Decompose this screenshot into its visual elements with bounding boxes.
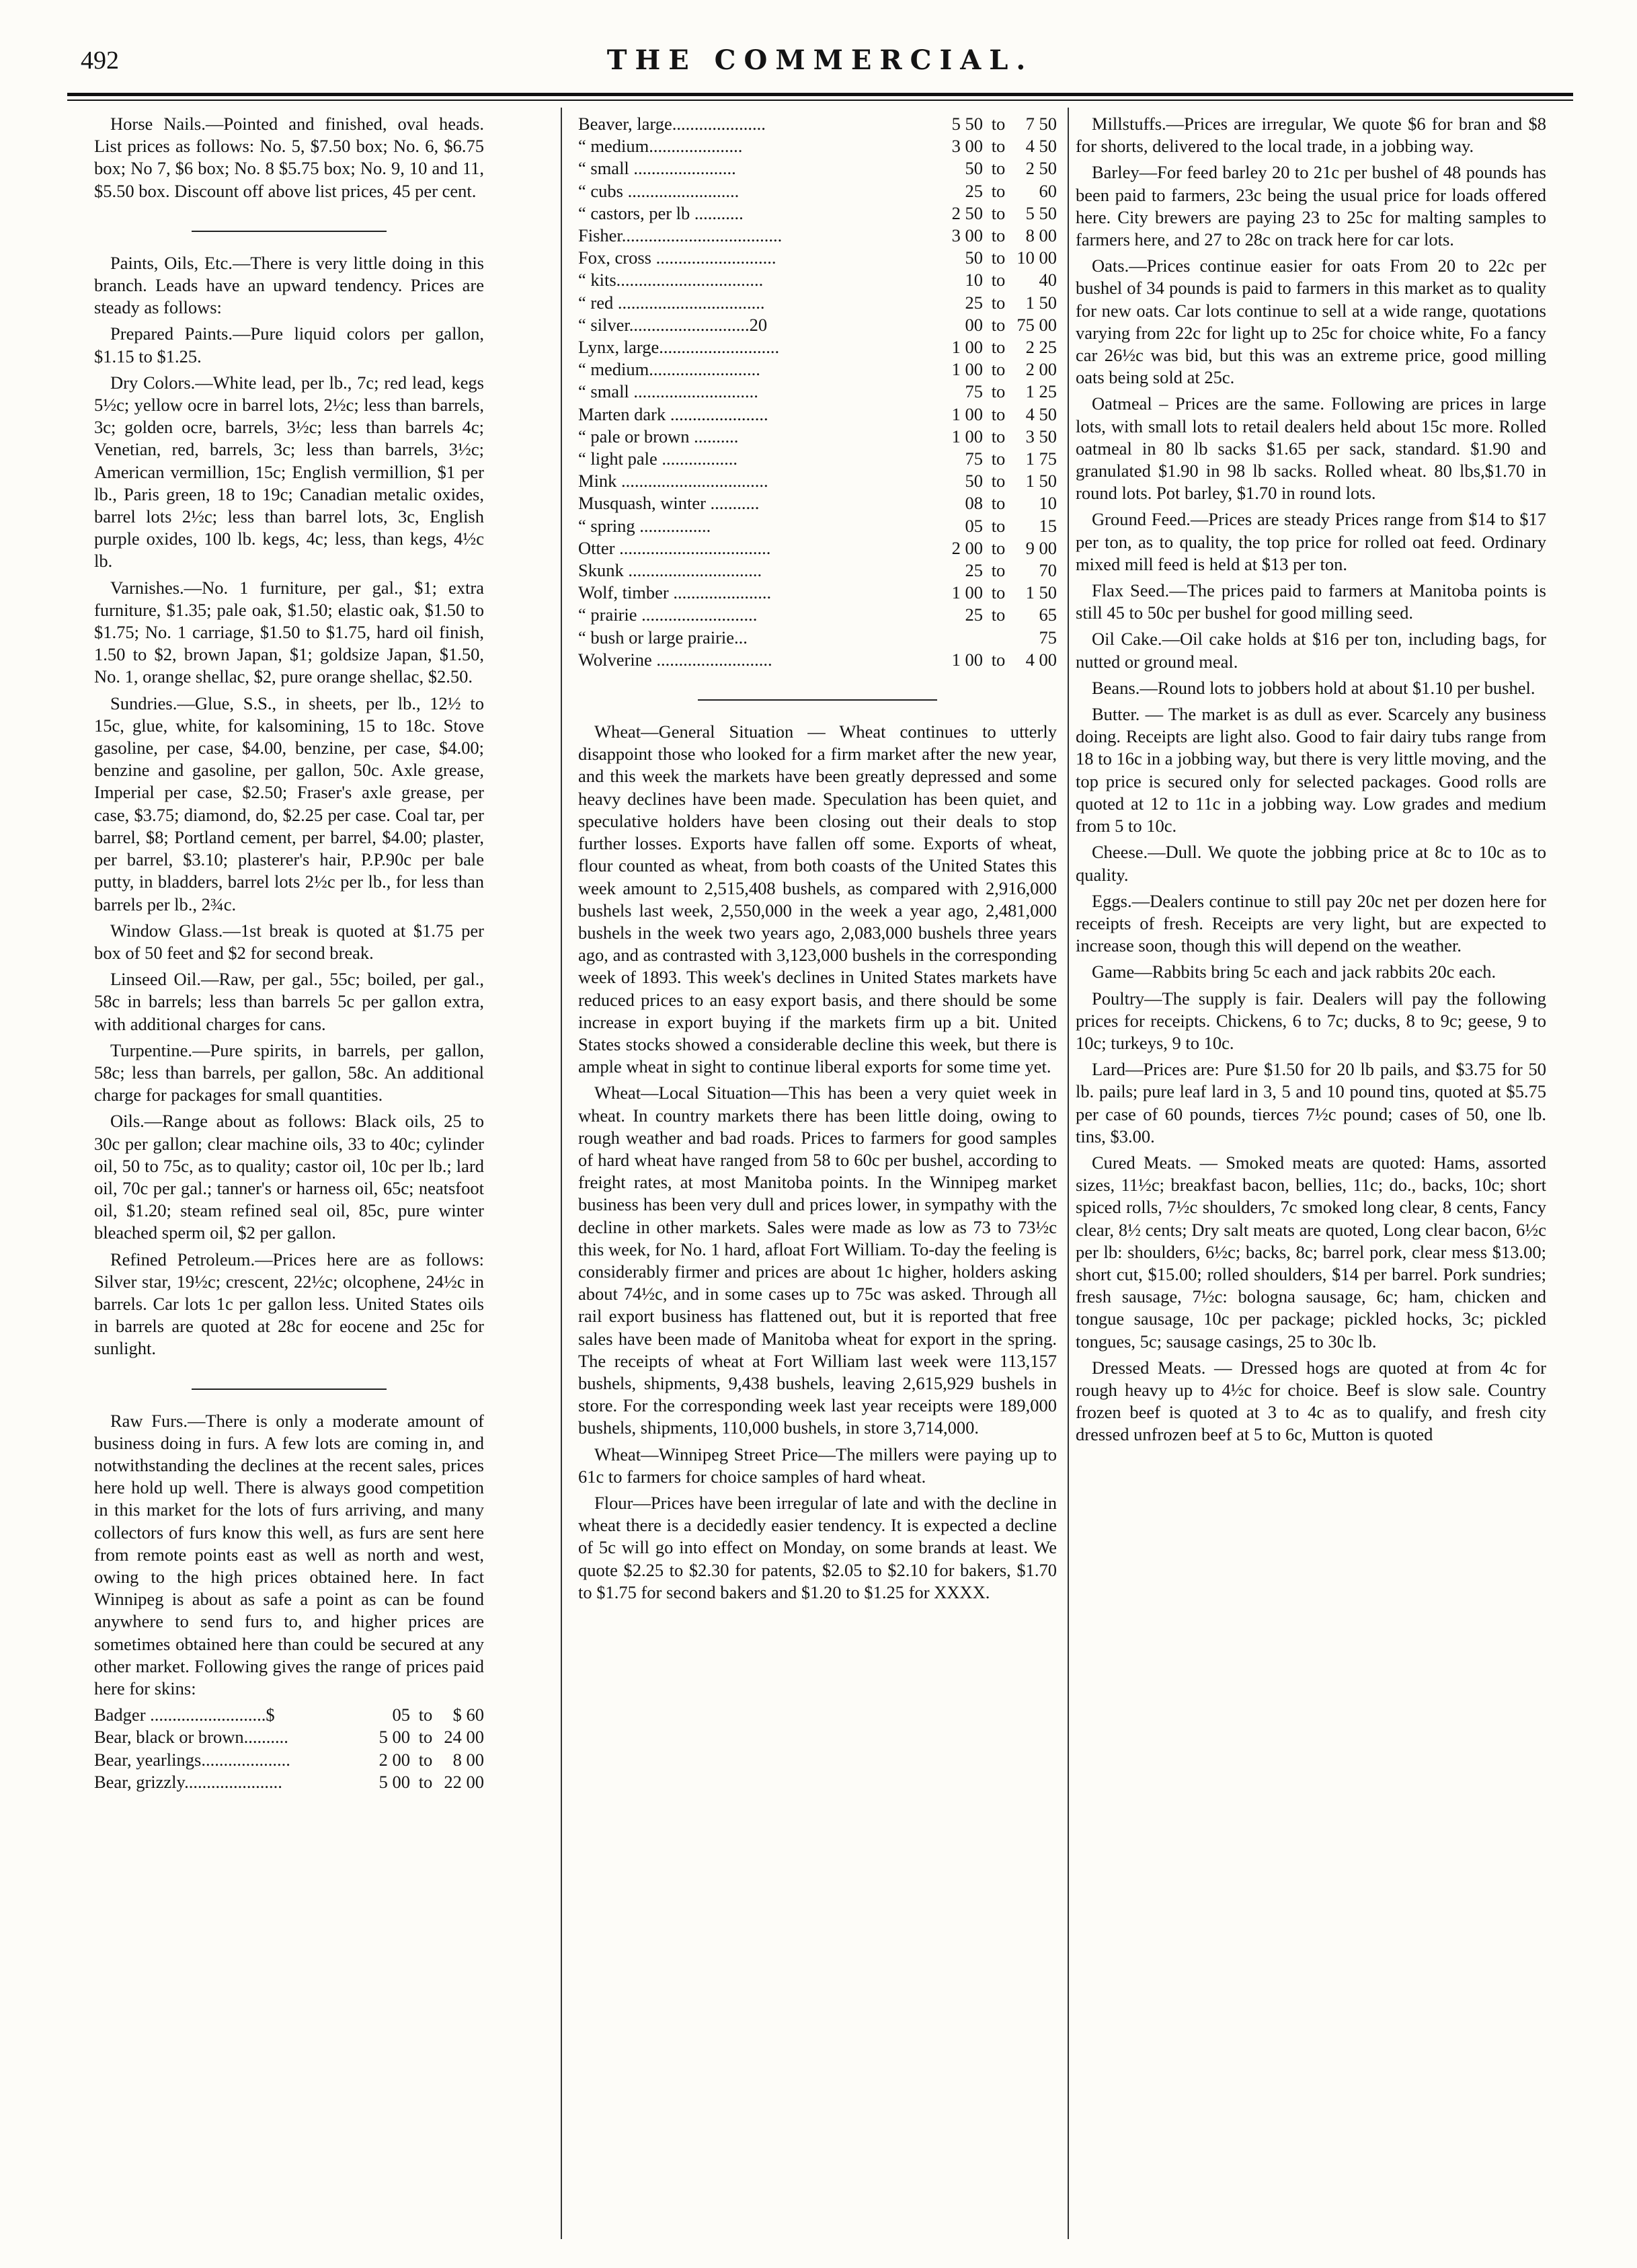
fur-name: Fisher.................................... (578, 225, 783, 246)
fur-name: Marten dark ...................... (578, 403, 768, 424)
fur-name: Fox, cross ........................... (578, 247, 776, 268)
fur-name: “ light pale ................. (578, 448, 737, 469)
fur-low: 25 (965, 292, 983, 313)
column-3 (1076, 113, 1546, 2231)
fur-to: to (991, 180, 1006, 201)
fur-to: to (991, 270, 1006, 290)
fur-to: to (991, 426, 1006, 446)
fur-name: “ castors, per lb ........... (578, 202, 744, 223)
fur-name: “ prairie .......................... (578, 604, 758, 625)
fur-high: 1 75 (1025, 448, 1057, 469)
column-divider (561, 108, 562, 2239)
fur-to: to (418, 1705, 433, 1725)
paragraph-dry-colors: Dry Colors.—White lead, per lb., 7c; red lead, kegs 5½c; yellow ocre in barrel lots, 2½c; less than barrels, 3c; golden ocre, barrels, 3½c; less than barrels 4c; Venetian, red, barrels, 3c; less than barrels, 3½c; American vermillion, 15c; English vermillion, $1 per lb., Paris green, 18 to 19c; Canadian metalic oxides, barrel lots 2½c; less than barrel lots, 3c, English purple oxides, 100 lb. kegs, 4c; less, than kegs, 4½c lb. (94, 372, 484, 572)
fur-high: 2 25 (1025, 337, 1057, 358)
fur-name: Badger ..........................$ (94, 1705, 275, 1725)
header-rule-thick (67, 93, 1573, 96)
paragraph-cured-meats: Cured Meats. — Smoked meats are quoted: Hams, assorted sizes, 11½c; breakfast bacon, bellies, 11c; do., backs, 10c; short spiced rolls, 7½c shoulders, 7c smoked long clear, 8 cents, Fancy clear, 8½ cents; Dry salt meats are quoted, Long clear bacon, 6½c per lb: shoulders, 6½c; backs, 8c; barrel pork, clear mess $13.00; short cut, $15.00; rolled shoulders, $14 per barrel. Pork sundries; fresh sausage, 7½c: bologna sausage, 6c; ham, chicken and tongue sausage, 10c per package; pickled hocks, 3c; pickled tongues, 5c; sausage casings, 25 to 30c lb. (1076, 1152, 1546, 1352)
fur-high: 75 00 (1016, 314, 1057, 335)
fur-name: Otter .................................. (578, 537, 771, 558)
fur-low: 1 00 (951, 337, 983, 358)
paragraph-oil-cake: Oil Cake.—Oil cake holds at $16 per ton, including bags, for nutted or ground meal. (1076, 629, 1546, 672)
fur-low: 3 00 (951, 225, 983, 246)
paragraph-sundries: Sundries.—Glue, S.S., in sheets, per lb., 12½ to 15c, glue, white, for kalsomining, 15 to 18c. Stove gasoline, per case, $4.00, benzine, per case, $4.00; benzine and gasoline, per gallon, 50c. Axle grease, Imperial per case, $2.50; Fraser's axle grease, per case, $3.75; diamond, do, $2.25 per case. Coal tar, per barrel, $8; Portland cement, per barrel, $4.00; plaster, per barrel, $3.10; plasterer's hair, P.P.90c per bale putty, in bladders, barrel lots 2½c per lb., for less than barrels per lb., 2¾c. (94, 693, 484, 914)
masthead-title: THE COMMERCIAL. (606, 44, 1034, 76)
fur-low: 05 (965, 515, 983, 536)
fur-high: 2 50 (1025, 158, 1057, 179)
fur-to: to (991, 337, 1006, 358)
paragraph-butter: Butter. — The market is as dull as ever. Scarcely any business doing. Receipts are light also. Good to fair dairy tubs range from 18 to 16c in a jobbing way, but there is very little moving, and the top price is secured only for selected packages. Good rolls are quoted at 12 to 11c in a jobbing way. Low grades and medium from 5 to 10c. (1076, 704, 1546, 836)
fur-low: 50 (965, 158, 983, 179)
fur-low: 10 (965, 270, 983, 290)
fur-name: Beaver, large..................... (578, 114, 766, 134)
fur-low: 25 (965, 560, 983, 581)
fur-high: 2 00 (1025, 359, 1057, 380)
fur-low: 5 00 (378, 1771, 410, 1792)
paragraph-flax-seed: Flax Seed.—The prices paid to farmers at Manitoba points is still 45 to 50c per bushel for good milling seed. (1076, 580, 1546, 623)
fur-name: Wolf, timber ...................... (578, 582, 772, 603)
fur-high: 1 50 (1025, 292, 1057, 313)
fur-high: 8 00 (452, 1749, 484, 1770)
fur-high: 3 50 (1025, 426, 1057, 446)
fur-to (987, 627, 1010, 649)
fur-high: 1 50 (1025, 582, 1057, 603)
fur-name: “ spring ................ (578, 515, 711, 536)
fur-high: 10 (1039, 493, 1057, 514)
fur-to: to (991, 136, 1006, 157)
fur-to: to (991, 225, 1006, 246)
section-separator (192, 231, 387, 232)
paragraph-window-glass: Window Glass.—1st break is quoted at $1.75 per box of 50 feet and $2 for second break. (94, 920, 484, 963)
fur-high: 40 (1039, 270, 1057, 290)
fur-name: “ small ............................ (578, 381, 758, 402)
fur-name: Wolverine .......................... (578, 649, 772, 670)
fur-low: 08 (965, 493, 983, 514)
section-separator (698, 699, 937, 701)
fur-to: to (418, 1727, 433, 1748)
paragraph-paints-oils: Paints, Oils, Etc.—There is very little doing in this branch. Leads have an upward tendency. Prices are steady as follows: (94, 252, 484, 318)
fur-name: Bear, black or brown.......... (94, 1727, 288, 1748)
fur-low: 1 00 (951, 403, 983, 424)
fur-high: 7 50 (1025, 114, 1057, 134)
paragraph-cheese: Cheese.—Dull. We quote the jobbing price at 8c to 10c as to quality. (1076, 842, 1546, 885)
paragraph-lard: Lard—Prices are: Pure $1.50 for 20 lb pails, and $3.75 for 50 lb. pails; pure leaf lard in 3, 5 and 10 pound tins, quoted at $5.75 per case of 60 pounds, tierces 7½c pound; cases of 50, one lb. tins, $3.00. (1076, 1059, 1546, 1146)
paragraph-ground-feed: Ground Feed.—Prices are steady Prices range from $14 to $17 per ton, as to quality, the top price for rolled oat feed. Ordinary mixed mill feed is held at $13 per ton. (1076, 509, 1546, 574)
fur-low: 50 (965, 471, 983, 492)
fur-high: 15 (1039, 515, 1057, 536)
fur-to: to (991, 114, 1006, 134)
fur-high: 4 00 (1025, 649, 1057, 670)
fur-name: “ kits................................. (578, 270, 764, 290)
fur-to: to (991, 292, 1006, 313)
fur-to: to (991, 202, 1006, 223)
header-rule-thin (67, 100, 1573, 101)
paragraph-refined-petroleum: Refined Petroleum.—Prices here are as follows: Silver star, 19½c; crescent, 22½c; olcophene, 24½c in barrels. Car lots 1c per gallon less. United States oils in barrels are quoted at 28c for eocene and 25c for sunlight. (94, 1249, 484, 1359)
paragraph-horse-nails: Horse Nails.—Pointed and finished, oval heads. List prices as follows: No. 5, $7.50 box; No. 6, $6.75 box; No 7, $6 box; No. 8 $5.75 box; No. 9, 10 and 11, $5.50 box. Discount off above list prices, 45 per cent. (94, 114, 484, 201)
paragraph-raw-furs: Raw Furs.—There is only a moderate amount of business doing in furs. A few lots are coming in, and notwithstanding the declines at the recent sales, prices here hold up well. There is always good competition in this market for the lots of furs arriving, and many collectors of furs know this well, as furs are sent here from remote points east as well as north and west, owing to the high prices obtained here. In fact Winnipeg is about as safe a point as can be found anywhere to send furs to, and higher prices are sometimes obtained here than could be secured at any other market. Following gives the range of prices paid here for skins: (94, 1410, 484, 1698)
fur-to: to (991, 403, 1006, 424)
fur-low (940, 627, 983, 649)
paragraph-wheat-local: Wheat—Local Situation—This has been a very quiet week in wheat. In country markets there has been little doing, owing to rough weather and bad roads. Prices to farmers for good samples of hard wheat have ranged from 58 to 60c per bushel, according to freight rates, at most Manitoba points. In the Winnipeg market business has been very dull and prices lower, in sympathy with the decline in other markets. Sales were made as low as 73 to 73½c this week, for No. 1 hard, afloat Fort William. To-day the feeling is considerably firmer and prices are about 1c higher, holders asking about 74½c, and in some cases up to 75c was asked. Through all rail export business has flattened out, but it is reported that free sales have been made of Manitoba wheat for export in the spring. The receipts of wheat at Fort William last week were 113,157 bushels, shipments, 9,438 bushels, leaving 2,615,929 bushels in store. For the corresponding week last year receipts were 189,000 bushels, shipments, 110,000 bushels, in store 3,714,000. (578, 1083, 1057, 1438)
page-number: 492 (81, 46, 119, 75)
paragraph-barley: Barley—For feed barley 20 to 21c per bushel of 48 pounds has been paid to farmers, 23c being the usual price for loads offered here. City brewers are paying 23 to 25c for malting samples to farmers here, and 27 to 28c on track here for car lots. (1076, 162, 1546, 250)
fur-price-table (94, 1704, 484, 1793)
fur-high: 9 00 (1025, 537, 1057, 558)
fur-to: to (418, 1771, 433, 1792)
fur-low: 2 00 (378, 1749, 410, 1770)
fur-low: 2 00 (951, 537, 983, 558)
paragraph-millstuffs: Millstuffs.—Prices are irregular, We quote $6 for bran and $8 for shorts, delivered to the local trade, in a jobbing way. (1076, 114, 1546, 157)
fur-low: 1 00 (951, 649, 983, 670)
fur-high: $ 60 (452, 1705, 484, 1725)
fur-low: 5 00 (378, 1727, 410, 1748)
fur-low: 1 00 (951, 426, 983, 446)
fur-to: to (991, 314, 1006, 335)
fur-to: to (418, 1749, 433, 1770)
paragraph-flour: Flour—Prices have been irregular of late and with the decline in wheat there is a decidedly easier tendency. It is expected a decline of 5c will go into effect on Monday, on some brands at least. We quote $2.25 to $2.30 for patents, $2.05 to $2.10 for bakers, $1.70 to $1.75 for second bakers and $1.20 to $1.25 for XXXX. (578, 1492, 1057, 1602)
fur-name: “ red ................................. (578, 292, 765, 313)
fur-to: to (991, 537, 1006, 558)
fur-high: 10 00 (1016, 247, 1057, 268)
fur-to: to (991, 560, 1006, 581)
fur-name: Lynx, large........................... (578, 337, 780, 358)
paragraph-wheat-street: Wheat—Winnipeg Street Price—The millers were paying up to 61c to farmers for choice samples of hard wheat. (578, 1444, 1057, 1487)
fur-to: to (991, 604, 1006, 625)
fur-high: 24 00 (444, 1727, 484, 1748)
fur-low: 05 (392, 1705, 410, 1725)
column-1 (94, 113, 484, 2231)
paragraph-prepared-paints: Prepared Paints.—Pure liquid colors per gallon, $1.15 to $1.25. (94, 323, 484, 366)
fur-to: to (991, 381, 1006, 402)
column-2 (578, 113, 1057, 2231)
paragraph-dressed-meats: Dressed Meats. — Dressed hogs are quoted at from 4c for rough heavy up to 4½c for choice. Beef is slow sale. Country frozen beef is quoted at 3 to 4c as to qualify, and fresh city dressed unfrozen beef at 5 to 6c, Mutton is quoted (1076, 1357, 1546, 1445)
fur-to: to (991, 493, 1006, 514)
fur-high: 22 00 (444, 1771, 484, 1792)
fur-high: 60 (1039, 180, 1057, 201)
fur-to: to (991, 359, 1006, 380)
fur-low: 75 (965, 381, 983, 402)
fur-name: Mink ................................. (578, 471, 768, 492)
fur-name: “ silver...........................20 (578, 314, 768, 335)
fur-name: “ bush or large prairie... (578, 627, 748, 648)
fur-high: 4 50 (1025, 403, 1057, 424)
fur-high: 1 50 (1025, 471, 1057, 492)
fur-name: “ medium..................... (578, 136, 743, 157)
fur-name: Bear, grizzly...................... (94, 1771, 282, 1792)
fur-low: 1 00 (951, 582, 983, 603)
fur-low: 75 (965, 448, 983, 469)
paragraph-oils: Oils.—Range about as follows: Black oils, 25 to 30c per gallon; clear machine oils, 33 to 40c; cylinder oil, 50 to 75c, as to quality; castor oil, 10c per lb.; lard oil, 70c per gal.; tanner's or harness oil, 65c; neatsfoot oil, $1.20; steam refined seal oil, 85c, pure winter bleached sperm oil, $2 per gallon. (94, 1111, 484, 1243)
fur-high: 4 50 (1025, 136, 1057, 157)
paragraph-oats: Oats.—Prices continue easier for oats From 20 to 22c per bushel of 34 pounds is paid to farmers in this market as to quality for new oats. Car lots continue to sell at a wide range, quotations varying from 22c for light up to 25c for choice white, Fo a fancy car 26½c was bid, but this was an extreme price, good milling oats being sold at 25c. (1076, 256, 1546, 388)
page-header (67, 40, 1573, 94)
fur-to: to (991, 515, 1006, 536)
fur-low: 2 50 (951, 202, 983, 223)
fur-high: 65 (1039, 604, 1057, 625)
fur-high: 8 00 (1025, 225, 1057, 246)
paragraph-wheat-general: Wheat—General Situation — Wheat continues to utterly disappoint those who looked for a firm market after the new year, and this week the markets have been greatly depressed and some heavy declines have been made. Speculation has been quiet, and speculative holders have been closing out their deals to stop further losses. Exports have fallen off some. Exports of wheat, flour counted as wheat, from both coasts of the United States this week amount to 2,515,408 bushels, as compared with 2,916,000 bushels last week, 2,550,000 in the week a year ago, 2,481,000 bushels in the week two years ago, 2,083,000 bushels three years ago, and as contrasted with 3,123,000 bushels in the corresponding week of 1893. This week's declines in United States markets have reduced prices to an easy export basis, and there should be some increase in export buying if the markets firm up a bit. United States stocks showed a considerable decline this week, but there is ample wheat in sight to continue liberal exports for some time yet. (578, 721, 1057, 1077)
paragraph-turpentine: Turpentine.—Pure spirits, in barrels, per gallon, 58c; less than barrels, per gallon, 58c. An additional charge for packages for small quantities. (94, 1040, 484, 1105)
paragraph-eggs: Eggs.—Dealers continue to still pay 20c net per dozen here for receipts of fresh. Receipts are very light, but are expected to increase soon, though this will depend on the weather. (1076, 890, 1546, 956)
section-separator (192, 1389, 387, 1390)
fur-high: 75 (1039, 627, 1057, 648)
fur-low: 00 (965, 314, 983, 335)
fur-name: “ small ....................... (578, 158, 736, 179)
column-divider (1068, 108, 1069, 2239)
fur-name: “ medium......................... (578, 359, 760, 380)
fur-price-table (578, 113, 1057, 671)
fur-low: 25 (965, 180, 983, 201)
fur-low: 1 00 (951, 359, 983, 380)
fur-low: 50 (965, 247, 983, 268)
fur-to: to (991, 649, 1006, 670)
fur-high: 70 (1039, 560, 1057, 581)
fur-name: “ cubs ......................... (578, 180, 740, 201)
fur-low: 3 00 (951, 136, 983, 157)
fur-name: Musquash, winter ........... (578, 493, 760, 514)
fur-to: to (991, 158, 1006, 179)
fur-name: “ pale or brown .......... (578, 426, 739, 446)
fur-low: 25 (965, 604, 983, 625)
paragraph-poultry: Poultry—The supply is fair. Dealers will pay the following prices for receipts. Chickens, 6 to 7c; ducks, 8 to 9c; geese, 9 to 10c; turkeys, 9 to 10c. (1076, 988, 1546, 1053)
fur-to: to (991, 471, 1006, 492)
fur-name: Skunk .............................. (578, 560, 762, 581)
fur-to: to (991, 582, 1006, 603)
fur-high: 1 25 (1025, 381, 1057, 402)
paragraph-varnishes: Varnishes.—No. 1 furniture, per gal., $1; extra furniture, $1.35; pale oak, $1.50; elastic oak, $1.50 to $1.75; No. 1 carriage, $1.50 to $1.75, hard oil finish, 1.50 to $2, brown Japan, $1; goldsize Japan, $1.50, No. 1, orange shellac, $2, pure orange shellac, $2.50. (94, 577, 484, 687)
fur-name: Bear, yearlings.................... (94, 1749, 290, 1770)
paragraph-game: Game—Rabbits bring 5c each and jack rabbits 20c each. (1092, 962, 1496, 982)
paragraph-oatmeal: Oatmeal – Prices are the same. Following are prices in large lots, with small lots to retail dealers held about 15c more. Rolled oatmeal in 80 lb sacks $1.65 per sack, standard. $1.90 and granulated $1.90 in 98 lb sacks. Rolled wheat. 80 lbs,$1.70 in round lots. Pot barley, $1.70 in round lots. (1076, 393, 1546, 504)
fur-to: to (991, 247, 1006, 268)
fur-low: 5 50 (951, 114, 983, 134)
fur-high: 5 50 (1025, 202, 1057, 223)
fur-to: to (991, 448, 1006, 469)
paragraph-linseed-oil: Linseed Oil.—Raw, per gal., 55c; boiled, per gal., 58c in barrels; less than barrels 5c per gallon extra, with additional charges for cans. (94, 969, 484, 1034)
paragraph-beans: Beans.—Round lots to jobbers hold at about $1.10 per bushel. (1092, 677, 1535, 698)
